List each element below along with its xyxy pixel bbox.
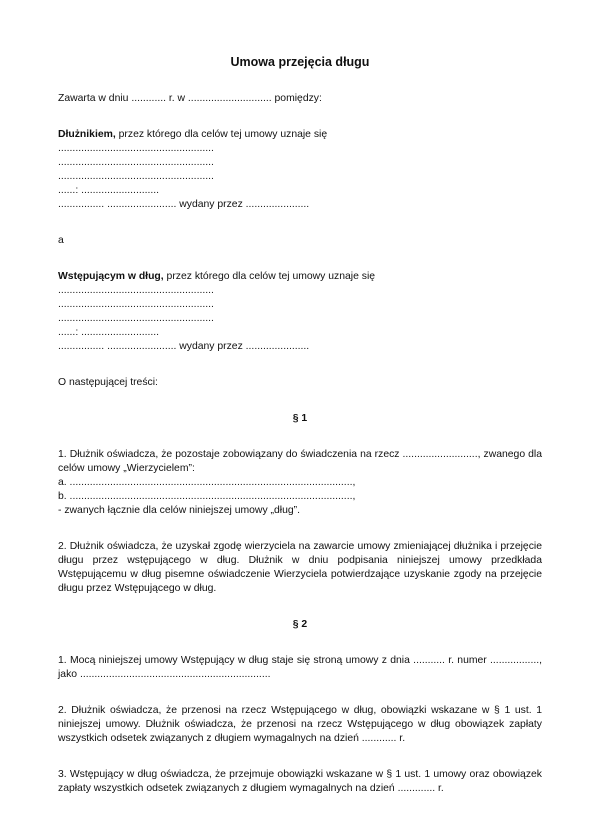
section-1-heading: § 1 — [292, 413, 308, 424]
section-1-para-2: 2. Dłużnik oświadcza, że uzyskał zgodę wierzyciela na zawarcie umowy zmieniającej dłużnika i przejęcie długu przez wstępującego w dług. Dłużnik w dniu podpisania niniejszej umowy przedkłada Wstępującemu w dług pisemne oświadczenie Wierzyciela potwierdzające uzyskanie zgody na przejęcie długu przez Wstępującego w dług. — [58, 541, 542, 594]
section-1-item-b: b. .................................................................................................., — [58, 491, 356, 502]
section-2-para-2: 2. Dłużnik oświadcza, że przenosi na rzecz Wstępującego w dług, obowiązki wskazane w § 1 ust. 1 niniejszej umowy. Dłużnik oświadcza, że przenosi na rzecz Wstępującego w dług obowiązek zapłaty wszystkich odsetek związanych z długiem wymagalnych na dzień ............ r. — [58, 705, 542, 744]
section-1-item-a: a. .................................................................................................., — [58, 477, 356, 488]
document-title: Umowa przejęcia długu — [230, 55, 370, 69]
section-2-para-1: 1. Mocą niniejszej umowy Wstępujący w dług staje się stroną umowy z dnia ........... r. numer ................., jako .................................................................. — [58, 655, 542, 680]
debtor-heading-rest: przez którego dla celów tej umowy uznaje się — [115, 129, 328, 140]
debtor-line-3: ...................................................... — [58, 171, 214, 182]
debtor-heading-bold: Dłużnikiem, — [58, 129, 116, 140]
assumer-line-5: ................ ........................ wydany przez ...................... — [58, 341, 310, 352]
content-intro: O następującej treści: — [58, 377, 158, 388]
assumer-heading — [58, 270, 542, 284]
section-2-heading: § 2 — [292, 619, 308, 630]
assumer-line-2: ...................................................... — [58, 299, 214, 310]
section-1-para-1: 1. Dłużnik oświadcza, że pozostaje zobowiązany do świadczenia na rzecz .........................., zwanego dla celów umowy „Wierzycielem”: — [58, 449, 542, 474]
section-2-para-3: 3. Wstępujący w dług oświadcza, że przejmuje obowiązki wskazane w § 1 ust. 1 umowy oraz obowiązek zapłaty wszystkich odsetek związanych z długiem wymagalnych na dzień ............. r. — [58, 769, 542, 794]
debtor-line-1: ...................................................... — [58, 143, 214, 154]
assumer-heading-bold: Wstępującym w dług, — [58, 271, 164, 282]
debtor-heading — [58, 128, 542, 142]
assumer-line-3: ...................................................... — [58, 313, 214, 324]
assumer-line-1: ...................................................... — [58, 285, 214, 296]
and-word: a — [58, 235, 64, 246]
debtor-line-4: ......: ........................... — [58, 185, 160, 196]
intro-line: Zawarta w dniu ............ r. w ............................. pomiędzy: — [58, 93, 322, 104]
assumer-heading-rest: przez którego dla celów tej umowy uznaje się — [163, 271, 376, 282]
assumer-line-4: ......: ........................... — [58, 327, 160, 338]
section-1-item-c: - zwanych łącznie dla celów niniejszej umowy „dług”. — [58, 505, 300, 516]
debtor-line-5: ................ ........................ wydany przez ...................... — [58, 199, 310, 210]
debtor-line-2: ...................................................... — [58, 157, 214, 168]
